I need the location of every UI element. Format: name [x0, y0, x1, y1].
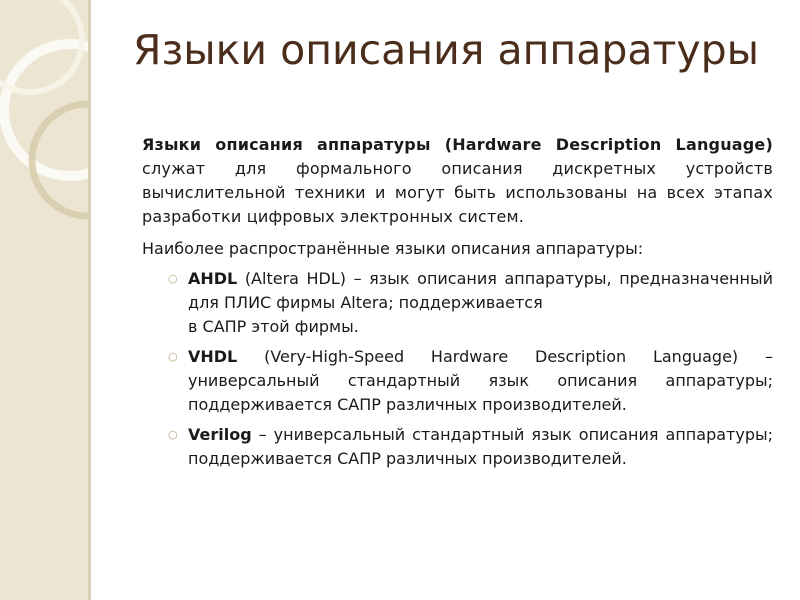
bullet-icon: ○	[168, 428, 178, 441]
slide-title: Языки описания аппаратуры	[133, 26, 760, 74]
sidebar-divider	[88, 0, 91, 600]
intro-paragraph	[142, 133, 773, 229]
list-item	[168, 345, 773, 417]
decorative-sidebar	[0, 0, 88, 600]
language-list	[142, 267, 773, 471]
list-item	[168, 267, 773, 339]
language-name: VHDL	[188, 347, 238, 366]
language-description: (Altera HDL) – язык описания аппаратуры, предназначенный для ПЛИС фирмы Altera; поддерживается	[188, 269, 773, 312]
language-description: (Very-High-Speed Hardware Description Language) – универсальный стандартный язык описания аппаратуры; поддерживается САПР различных производителей.	[188, 347, 773, 414]
slide-body	[142, 133, 773, 477]
language-name: Verilog	[188, 425, 252, 444]
decorative-rings-graphic	[0, 0, 88, 600]
language-description: – универсальный стандартный язык описания аппаратуры; поддерживается САПР различных производителей.	[188, 425, 773, 468]
list-heading: Наиболее распространённые языки описания аппаратуры:	[142, 239, 644, 258]
language-description-line2: в САПР этой фирмы.	[188, 317, 359, 336]
language-name: AHDL	[188, 269, 238, 288]
bullet-icon: ○	[168, 272, 178, 285]
bullet-icon: ○	[168, 350, 178, 363]
intro-term: Языки описания аппаратуры (Hardware Description Language)	[142, 135, 773, 154]
intro-text: служат для формального описания дискретных устройств вычислительной техники и могут быть использованы на всех этапах разработки цифровых электронных систем.	[142, 159, 773, 226]
list-item	[168, 423, 773, 471]
